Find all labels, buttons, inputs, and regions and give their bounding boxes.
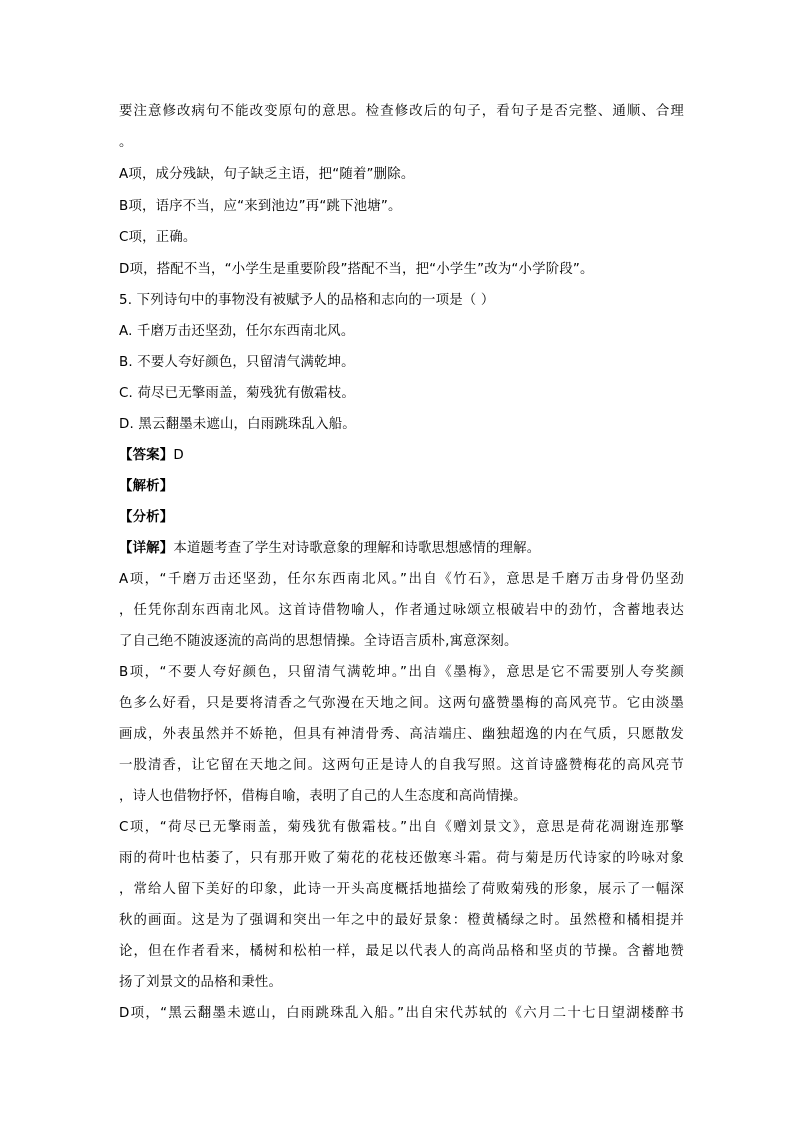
xiangjie-label: 【详解】 (119, 541, 174, 556)
xiangjie-text: 本道题考查了学生对诗歌意象的理解和诗歌思想感情的理解。 (173, 541, 541, 556)
option-b: B. 不要人夸好颜色，只留清气满乾坤。 (119, 355, 355, 370)
answer-label: 【答案】 (119, 448, 174, 463)
analysis-c-line: C项，“荷尽已无擎雨盖，菊残犹有傲霜枝。”出自《赠刘景文》，意思是荷花凋谢连那擎 (119, 820, 684, 835)
analysis-a-line: A项，“千磨万击还坚劲，任尔东西南北风。”出自《竹石》，意思是千磨万击身骨仍坚劲 (119, 572, 684, 587)
option-c: C. 荷尽已无擎雨盖，菊残犹有傲霜枝。 (119, 386, 355, 401)
fenxi-heading: 【分析】 (119, 510, 174, 525)
answer-value: D (173, 448, 184, 463)
analysis-a-line: 了自己绝不随波逐流的高尚的思想情操。全诗语言质朴,寓意深刻。 (119, 634, 518, 649)
analysis-d-line: D项，“黑云翻墨未遮山，白雨跳珠乱入船。”出自宋代苏轼的《六月二十七日望湖楼醉书 (119, 1006, 684, 1021)
analysis-c-line: 扬了刘景文的品格和秉性。 (119, 975, 283, 990)
analysis-c-line: 论，但在作者看来，橘树和松柏一样，最足以代表人的高尚品格和坚贞的节操。含蓄地赞 (119, 944, 684, 959)
option-d: D. 黑云翻墨未遮山，白雨跳珠乱入船。 (119, 417, 356, 432)
jiexi-heading: 【解析】 (119, 479, 174, 494)
analysis-b-line: 一股清香，让它留在天地之间。这两句正是诗人的自我写照。这首诗盛赞梅花的高风亮节 (119, 758, 684, 773)
intro-option-b: B项，语序不当，应“来到池边”再“跳下池塘”。 (119, 199, 402, 214)
intro-option-a: A项，成分残缺，句子缺乏主语，把“随着”删除。 (119, 167, 415, 182)
analysis-a-line: ，任凭你刮东西南北风。这首诗借物喻人，作者通过咏颂立根破岩中的劲竹，含蓄地表达 (119, 603, 684, 618)
intro-option-d: D项，搭配不当，“小学生是重要阶段”搭配不当，把“小学生”改为“小学阶段”。 (119, 262, 594, 277)
analysis-c-line: 秋的画面。这是为了强调和突出一年之中的最好景象：橙黄橘绿之时。虽然橙和橘相提并 (119, 913, 684, 928)
analysis-b-line: B项，“不要人夸好颜色，只留清气满乾坤。”出自《墨梅》，意思是它不需要别人夸奖颜 (119, 665, 684, 680)
intro-line: 要注意修改病句不能改变原句的意思。检查修改后的句子，看句子是否完整、通顺、合理 (119, 104, 684, 119)
analysis-b-line: ，诗人也借物抒怀，借梅自喻，表明了自己的人生态度和高尚情操。 (119, 789, 527, 804)
xiangjie-line (119, 540, 684, 558)
analysis-c-line: 雨的荷叶也枯萎了，只有那开败了菊花的花枝还傲寒斗霜。荷与菊是历代诗家的吟咏对象 (119, 851, 684, 866)
option-a: A. 千磨万击还坚劲，任尔东西南北风。 (119, 324, 355, 339)
question-stem: 5. 下列诗句中的事物没有被赋予人的品格和志向的一项是（ ） (119, 293, 495, 308)
analysis-c-line: ，常给人留下美好的印象，此诗一开头高度概括地描绘了荷败菊残的形象，展示了一幅深 (119, 882, 684, 897)
intro-line: 。 (119, 135, 133, 150)
analysis-b-line: 色多么好看，只是要将清香之气弥漫在天地之间。这两句盛赞墨梅的高风亮节。它由淡墨 (119, 696, 684, 711)
intro-option-c: C项，正确。 (119, 230, 197, 245)
answer-line (119, 447, 684, 465)
analysis-b-line: 画成，外表虽然并不娇艳，但具有神清骨秀、高洁端庄、幽独超逸的内在气质，只愿散发 (119, 727, 684, 742)
